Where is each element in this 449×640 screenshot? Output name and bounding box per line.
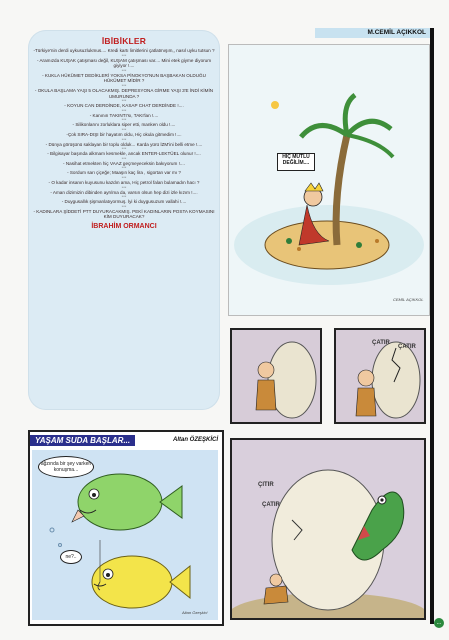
egg-panel-1 xyxy=(230,328,322,424)
joke-item: - Sordum sarı çiçeğe; Maaşın kaç lira , sigortan var mı ? xyxy=(67,170,181,176)
egg-hatch-panel xyxy=(230,438,426,620)
joke-item: - Silikonlarını zorluklara siper etti, manken oldu !.... xyxy=(72,122,176,128)
joke-separator: *** xyxy=(121,174,127,180)
egg-panel-row xyxy=(230,328,426,424)
joke-separator: *** xyxy=(121,136,127,142)
fish-cartoon xyxy=(28,430,224,626)
joke-item: - KADINLARA ŞİDDETİ PTT DUYURACAKMIŞ. PEKİ KADINLARIN POSTA KOYMASINI KİM DUYURACAK? xyxy=(33,208,215,220)
egg-panel-2 xyxy=(334,328,426,424)
joke-separator: *** xyxy=(121,117,127,123)
sfx-catir-2: ÇATIR xyxy=(398,344,416,350)
joke-separator: *** xyxy=(121,194,127,200)
joke-separator: *** xyxy=(121,107,127,113)
fish-title: YAŞAM SUDA BAŞLAR... xyxy=(30,435,135,446)
speech-bubble-2: ne?.. xyxy=(60,550,82,564)
sfx-catir-1: ÇATIR xyxy=(372,340,390,346)
joke-separator: *** xyxy=(121,146,127,152)
page-number-dot: ... xyxy=(434,618,444,628)
island-speech: HİÇ MUTLU DEĞİLİM.... xyxy=(277,153,315,171)
speech-bubble-1: ağzında bir şey varken konuşma... xyxy=(38,456,94,478)
joke-separator: *** xyxy=(121,98,127,104)
joke-item: -Çok SIRA-DIŞI bir hayatım oldu, Hiç okula gitmedim !.... xyxy=(66,131,182,137)
joke-item: - O kadar insanın kuyusunu kazdın ama, Hiç petrol falan bulamadın hacı ? xyxy=(48,179,200,185)
joke-item: - Aman dizimizin dibinden ayrılma da, varsın olsun hep dizi izle kızım !.... xyxy=(50,189,198,195)
island-illustration xyxy=(229,45,429,315)
joke-list xyxy=(28,48,220,220)
sfx-citir: ÇITIR xyxy=(258,482,274,488)
right-vertical-rule xyxy=(430,28,434,624)
fish-scene xyxy=(32,450,218,620)
jokes-title: İBİBİKLER xyxy=(101,36,147,46)
joke-item: - Bilgisayar başında alkmam kesmekle, ancak ENTER-LEKTÜEL olunur !.... xyxy=(47,151,201,157)
island-signature: CEMİL AÇIKKOL xyxy=(393,297,424,302)
fish-author: Altan ÖZEŞKİCİ xyxy=(172,437,218,443)
joke-separator: *** xyxy=(121,67,127,73)
joke-separator: *** xyxy=(121,203,127,209)
joke-item: - Aramızda KUŞAK çatışması değil, KUŞAM çatışması var.... Mini etek giyme diyorum giyiyor !.... xyxy=(36,57,212,69)
fish-signature: Altan Özeşkici xyxy=(182,610,208,615)
joke-item: - OKULA BAŞLAMA YAŞI 5 OLACAKMIŞ. DEPRESYONA GİRME YAŞI 3'E İNDİ KİMİN UMURUNDA ? xyxy=(34,87,214,99)
joke-separator: *** xyxy=(121,165,127,171)
jokes-box xyxy=(28,30,220,410)
joke-separator: *** xyxy=(121,155,127,161)
joke-item: - KOYUN CAN DERDİNDE, KASAP CHAT DERDİNDE !.... xyxy=(64,103,184,109)
egg-panel-1-art xyxy=(232,330,320,422)
joke-item: -Türkiye'nin derdi uykusuzlukmus.... Kredi kartı limitlerini çatlatmışım,, nasıl uyku tutsun ? xyxy=(33,48,215,53)
joke-item: - Dünya görüşünü saklayan bir toplu olduk... Karda yürü İZM'ini belli etme !.... xyxy=(45,141,203,147)
right-author-tag: M.CEMİL AÇIKKOL xyxy=(315,28,430,38)
joke-item: - Nasihat etmekten hiç VAAZ geçmeyeceksin bakıyorum !.... xyxy=(63,160,185,166)
joke-item: - KUKLA HÜKÜMET DEDİKLERİ YOKSA PİNOKYO'NUN BAŞBAKAN OLDUĞU HÜKÜMET MİDİR ? xyxy=(42,72,206,84)
joke-separator: *** xyxy=(121,82,127,88)
joke-separator: *** xyxy=(121,126,127,132)
joke-separator: *** xyxy=(121,184,127,190)
joke-item: - Kanının TAKINTI'sı, TAKI'lan !.... xyxy=(89,112,159,118)
joke-item: - Duygusallık şişmanlatıyormuş. İyi ki duygusuzum vallahi !.... xyxy=(61,199,187,205)
egg-hatch-art xyxy=(232,440,424,618)
jokes-author: İBRAHİM ORMANCI xyxy=(91,222,157,230)
sfx-catir-3: ÇATIR xyxy=(262,502,280,508)
joke-separator: *** xyxy=(121,52,127,58)
island-cartoon xyxy=(228,44,430,316)
fish-header xyxy=(30,432,222,448)
